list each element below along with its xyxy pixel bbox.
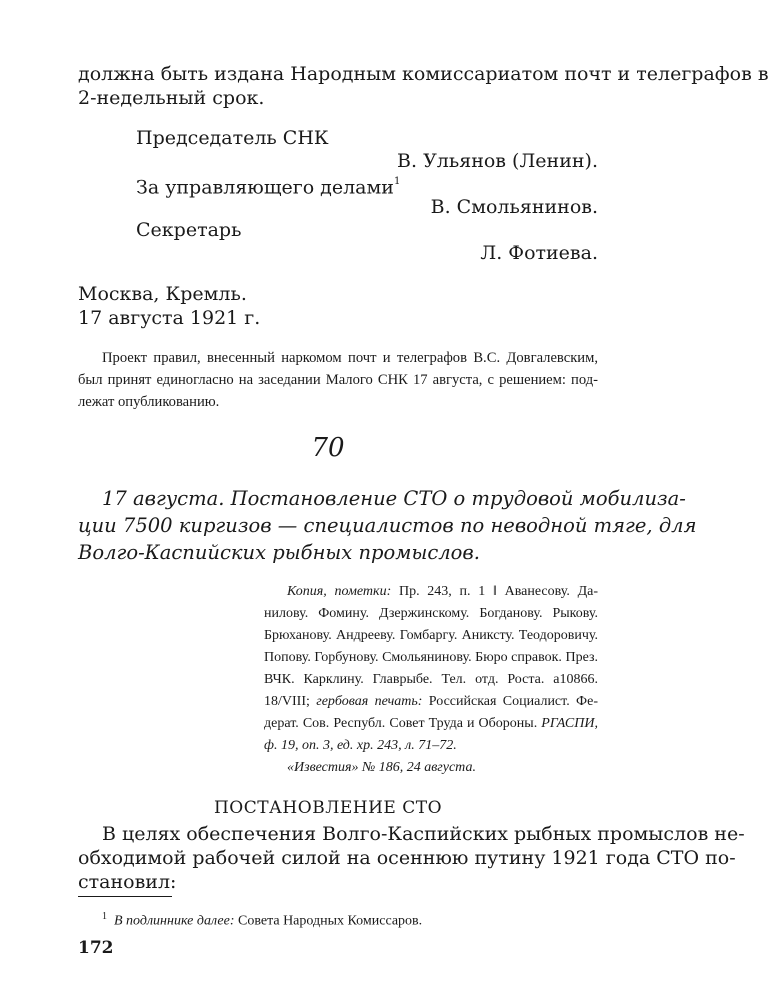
source-note-seal-text-2: дерат. Сов. Республ. Совет Труда и Обороны. <box>264 716 542 731</box>
source-note-archive: РГАСПИ, <box>541 716 598 731</box>
source-note-seal-text: Российская Социалист. Фе- <box>422 694 598 709</box>
affairs-name: В. Смольянинов. <box>430 196 598 218</box>
editor-note-line-1: Проект правил, внесенный наркомом почт и телеграфов В.С. Довгалевским, <box>102 350 598 366</box>
section-heading: ПОСТАНОВЛЕНИЕ СТО <box>213 798 443 818</box>
page-number: 172 <box>78 938 114 958</box>
chair-name: В. Ульянов (Ленин). <box>397 150 598 172</box>
footnote-label: В подлиннике далее: <box>114 913 235 929</box>
date: 17 августа 1921 г. <box>78 307 261 329</box>
source-note-line-6 <box>264 691 598 713</box>
source-note-line-7 <box>264 713 598 735</box>
editor-note-line-2: был принят единогласно на заседании Малого СНК 17 августа, с решением: под- <box>78 372 598 388</box>
body-paragraph-line-1: В целях обеспечения Волго-Каспийских рыбных промыслов не- <box>102 823 745 845</box>
footnote-mark: 1 <box>102 911 107 922</box>
source-note-line-2: нилову. Фомину. Дзержинскому. Богданову. Рыкову. <box>264 606 598 621</box>
source-note-line-4: Попову. Горбунову. Смольянинову. Бюро справок. През. <box>264 650 598 665</box>
top-paragraph-line-1: должна быть издана Народным комиссариатом почт и телеграфов в <box>78 63 769 85</box>
secretary-title: Секретарь <box>136 219 242 241</box>
editor-note-line-3: лежат опубликованию. <box>78 394 220 410</box>
footnote-ref-mark: 1 <box>393 176 401 187</box>
doc-title-line-3: Волго-Каспийских рыбных промыслов. <box>78 541 480 564</box>
source-note-text: Пр. 243, п. 1 ‖ Аванесову. Да- <box>391 584 598 599</box>
source-note-seal-label: гербовая печать: <box>316 694 423 709</box>
footnote-text: Совета Народных Комиссаров. <box>234 913 423 929</box>
body-paragraph-line-2: обходимой рабочей силой на осеннюю путину 1921 года СТО по- <box>78 847 736 869</box>
source-note-line-9: «Известия» № 186, 24 августа. <box>287 760 476 775</box>
affairs-title: За управляющего делами$^1$ <box>136 176 401 199</box>
footnote <box>102 906 422 933</box>
place: Москва, Кремль. <box>78 283 247 305</box>
chair-title: Председатель СНК <box>136 127 329 149</box>
top-paragraph-line-2: 2-недельный срок. <box>78 87 265 109</box>
secretary-name: Л. Фотиева. <box>480 242 598 264</box>
source-note-line-1 <box>287 581 598 603</box>
document-number: 70 <box>311 433 345 463</box>
source-note-line-3: Брюханову. Андрееву. Гомбаргу. Аниксту. Теодоровичу. <box>264 628 598 643</box>
source-note-date: 18/VIII; <box>264 694 317 709</box>
source-note-label: Копия, пометки: <box>287 584 392 599</box>
body-paragraph-line-3: становил: <box>78 871 177 893</box>
source-note-line-5: ВЧК. Карклину. Главрыбе. Тел. отд. Роста. а10866. <box>264 672 598 687</box>
doc-title-line-1: 17 августа. Постановление СТО о трудовой мобилиза- <box>102 487 686 510</box>
footnote-divider <box>78 896 172 897</box>
doc-title-line-2: ции 7500 киргизов — специалистов по неводной тяге, для <box>78 514 697 537</box>
source-note-line-8: ф. 19, оп. 3, ед. хр. 243, л. 71–72. <box>264 738 457 753</box>
